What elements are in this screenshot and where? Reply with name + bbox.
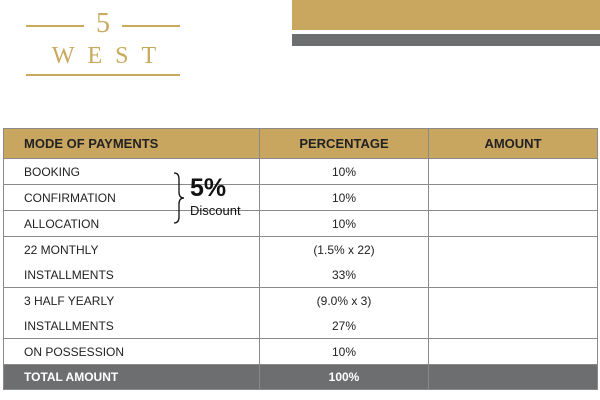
row-percentage: 10% (260, 339, 429, 365)
logo-rule-bottom (26, 74, 180, 76)
total-percentage: 100% (260, 365, 429, 390)
row-amount (429, 288, 598, 314)
header-mode: MODE OF PAYMENTS (4, 129, 260, 159)
row-amount (429, 211, 598, 237)
row-mode: INSTALLMENTS (4, 313, 260, 339)
row-percentage: (9.0% x 3) (260, 288, 429, 314)
row-mode: 3 HALF YEARLY (4, 288, 260, 314)
row-amount (429, 237, 598, 263)
total-row (4, 365, 598, 390)
row-percentage: 10% (260, 211, 429, 237)
row-amount (429, 313, 598, 339)
header-amount: AMOUNT (429, 129, 598, 159)
row-amount (429, 185, 598, 211)
discount-value: 5% (190, 174, 227, 202)
row-amount (429, 339, 598, 365)
row-amount (429, 159, 598, 185)
total-label: TOTAL AMOUNT (4, 365, 260, 390)
five-west-logo (26, 8, 182, 76)
row-mode: INSTALLMENTS (4, 262, 260, 288)
row-amount (429, 262, 598, 288)
row-percentage: 10% (260, 159, 429, 185)
row-mode: BOOKING (4, 159, 260, 185)
table-row (4, 159, 598, 185)
table-row (4, 237, 598, 263)
total-amount (429, 365, 598, 390)
row-mode: 22 MONTHLY (4, 237, 260, 263)
discount-callout (172, 172, 262, 224)
header-percentage: PERCENTAGE (260, 129, 429, 159)
row-percentage: 10% (260, 185, 429, 211)
row-percentage: 27% (260, 313, 429, 339)
payment-table (3, 128, 598, 390)
logo-digit: 5 (96, 8, 110, 39)
table-row (4, 313, 598, 339)
row-mode: ON POSSESSION (4, 339, 260, 365)
brace-icon (172, 172, 186, 224)
table-row (4, 211, 598, 237)
row-mode: CONFIRMATION (4, 185, 260, 211)
header-gold-bar (292, 0, 600, 30)
row-mode: ALLOCATION (4, 211, 260, 237)
logo-rule-left (26, 25, 84, 27)
table-row (4, 339, 598, 365)
logo-rule-right (122, 25, 180, 27)
table-header-row (4, 129, 598, 159)
table-row (4, 185, 598, 211)
table-row (4, 288, 598, 314)
row-percentage: (1.5% x 22) (260, 237, 429, 263)
row-percentage: 33% (260, 262, 429, 288)
discount-label: Discount (190, 203, 241, 218)
logo-word: WEST (51, 43, 170, 69)
header-gray-bar (292, 34, 600, 46)
table-row (4, 262, 598, 288)
